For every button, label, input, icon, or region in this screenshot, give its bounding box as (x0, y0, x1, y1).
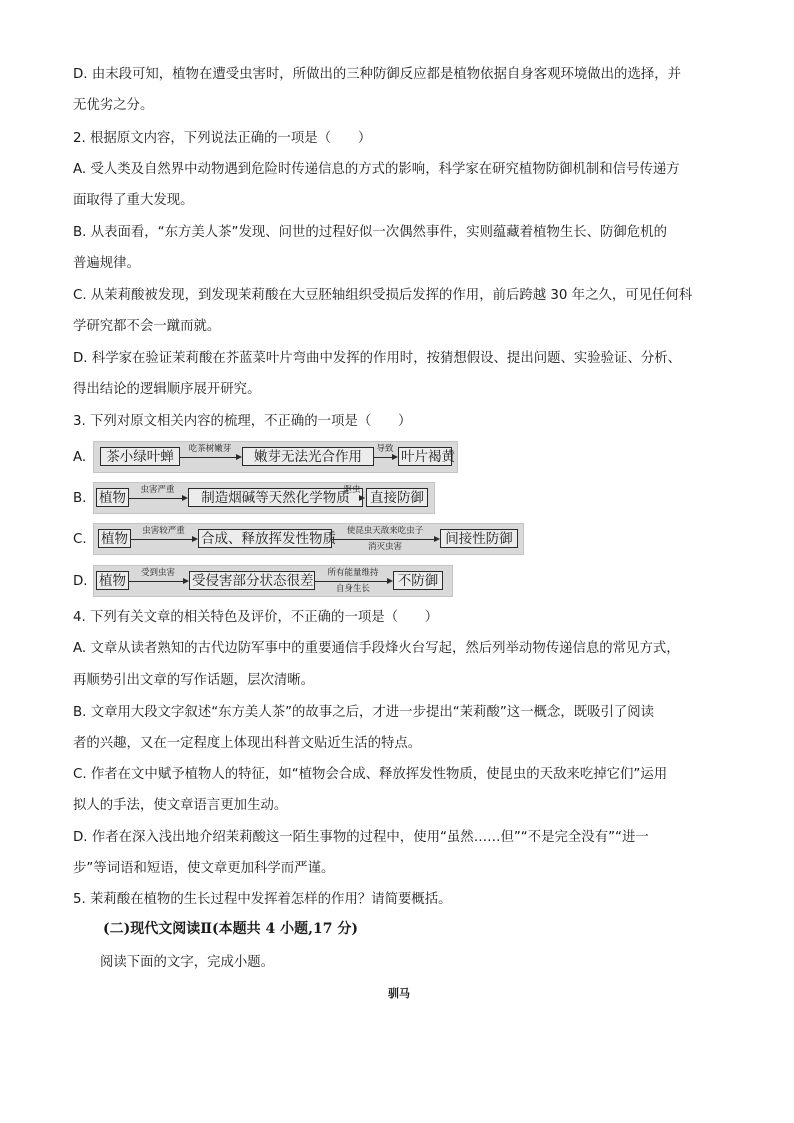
flow-arrow-note: 导致 (376, 444, 394, 454)
q4-option-a-line1: A. 文章从读者熟知的古代边防军事中的重要通信手段烽火台写起，然后列举动物传递信息的常见方式， (73, 641, 680, 656)
q3-option-d-label: D. (73, 574, 88, 589)
q3-option-d-flowchart (93, 565, 453, 597)
flow-box: 嫩芽无法光合作用 (242, 447, 374, 466)
q3-option-a-flowchart (93, 441, 458, 473)
flow-arrow-note: 驱虫 (343, 485, 361, 495)
q3-option-c-label: C. (73, 532, 87, 547)
q3-stem: 3. 下列对原文相关内容的梳理，不正确的一项是（ ） (73, 414, 412, 429)
q2-option-b-line2: 普遍规律。 (73, 256, 140, 271)
section-heading: (二)现代文阅读Ⅱ(本题共 4 小题,17 分) (103, 921, 359, 937)
flow-arrow (180, 457, 240, 458)
q2-option-c-line1: C. 从茉莉酸被发现，到发现茉莉酸在大豆胚轴组织受损后发挥的作用，前后跨越 30 年之久，可见任何科 (73, 288, 693, 303)
flow-box: 制造烟碱等天然化学物质 (188, 488, 363, 507)
flow-arrow-note: 消灭虫害 (367, 542, 402, 552)
flow-box: 直接防御 (366, 488, 428, 507)
q3-option-c-flowchart (93, 523, 524, 555)
q5-stem: 5. 茉莉酸在植物的生长过程中发挥着怎样的作用？请简要概括。 (73, 892, 452, 907)
q4-option-d-line2: 步”等词语和短语，使文章更加科学而严谨。 (73, 861, 335, 876)
flow-box: 合成、释放挥发性物质 (198, 529, 332, 548)
q2-option-d-line1: D. 科学家在验证茉莉酸在芥蓝菜叶片弯曲中发挥的作用时，按猜想假设、提出问题、实验验证、分析、 (73, 351, 682, 366)
flow-box: 叶片褐黄 (398, 447, 452, 466)
reading-instruction: 阅读下面的文字，完成小题。 (100, 955, 275, 970)
q4-option-d-line1: D. 作者在深入浅出地介绍茉莉酸这一陌生事物的过程中，使用“虽然……但”“不是完全没有”“进一 (73, 830, 649, 845)
flow-arrow-note: 虫害严重 (140, 485, 175, 495)
flow-arrow-note: 受到虫害 (140, 568, 175, 578)
flow-box: 植物 (98, 529, 131, 548)
flow-arrow (131, 539, 196, 540)
q2-option-a-line1: A. 受人类及自然界中动物遇到危险时传递信息的方式的影响，科学家在研究植物防御机制和信号传递方 (73, 162, 680, 177)
q3-option-b-flowchart (93, 482, 435, 514)
q1-option-d-line2: 无优劣之分。 (73, 98, 154, 113)
q3-option-b-label: B. (73, 491, 87, 506)
q2-option-d-line2: 得出结论的逻辑顺序展开研究。 (73, 382, 261, 397)
q2-option-b-line1: B. 从表面看，“东方美人茶”发现、问世的过程好似一次偶然事件，实则蕴藏着植物生长、防御危机的 (73, 225, 667, 240)
q4-option-b-line1: B. 文章用大段文字叙述“东方美人茶”的故事之后，才进一步提出“茉莉酸”这一概念，既吸引了阅读 (73, 705, 655, 720)
flow-box: 植物 (96, 488, 129, 507)
q4-option-a-line2: 再顺势引出文章的写作话题，层次清晰。 (73, 673, 315, 688)
q4-option-c-line1: C. 作者在文中赋予植物人的特征，如“植物会合成、释放挥发性物质，使昆虫的天敌来吃掉它们”运用 (73, 767, 668, 782)
q4-option-b-line2: 者的兴趣，又在一定程度上体现出科普文贴近生活的特点。 (73, 736, 422, 751)
flow-arrow (315, 581, 391, 582)
flow-arrow (332, 539, 438, 540)
flow-arrow (129, 581, 187, 582)
q1-option-d-line1: D. 由末段可知，植物在遭受虫害时，所做出的三种防御反应都是植物依据自身客观环境做出的选择，并 (73, 67, 682, 82)
flow-arrow-note: 自身生长 (335, 584, 370, 594)
flow-box: 茶小绿叶蝉 (100, 447, 180, 466)
flow-box: 植物 (96, 571, 129, 590)
flow-arrow (374, 457, 396, 458)
q2-option-c-line2: 学研究都不会一蹴而就。 (73, 319, 221, 334)
q4-stem: 4. 下列有关文章的相关特色及评价，不正确的一项是（ ） (73, 610, 439, 625)
q2-option-a-line2: 面取得了重大发现。 (73, 193, 194, 208)
story-title: 驯马 (388, 987, 410, 1000)
flow-arrow-note: 虫害较严重 (142, 526, 185, 536)
q2-stem: 2. 根据原文内容，下列说法正确的一项是（ ） (73, 131, 372, 146)
flow-box: 间接性防御 (440, 529, 518, 548)
flow-arrow-note: 使昆虫天敌来吃虫子 (346, 526, 424, 536)
flow-arrow-note: 吃茶树嫩芽 (188, 444, 232, 454)
flow-arrow (129, 498, 186, 499)
flow-box: 不防御 (393, 571, 443, 590)
q4-option-c-line2: 拟人的手法，使文章语言更加生动。 (73, 798, 288, 813)
q3-option-a-label: A. (73, 450, 87, 465)
flow-arrow-note: 所有能量维持 (327, 568, 379, 578)
flow-box: 受侵害部分状态很差 (189, 571, 315, 590)
